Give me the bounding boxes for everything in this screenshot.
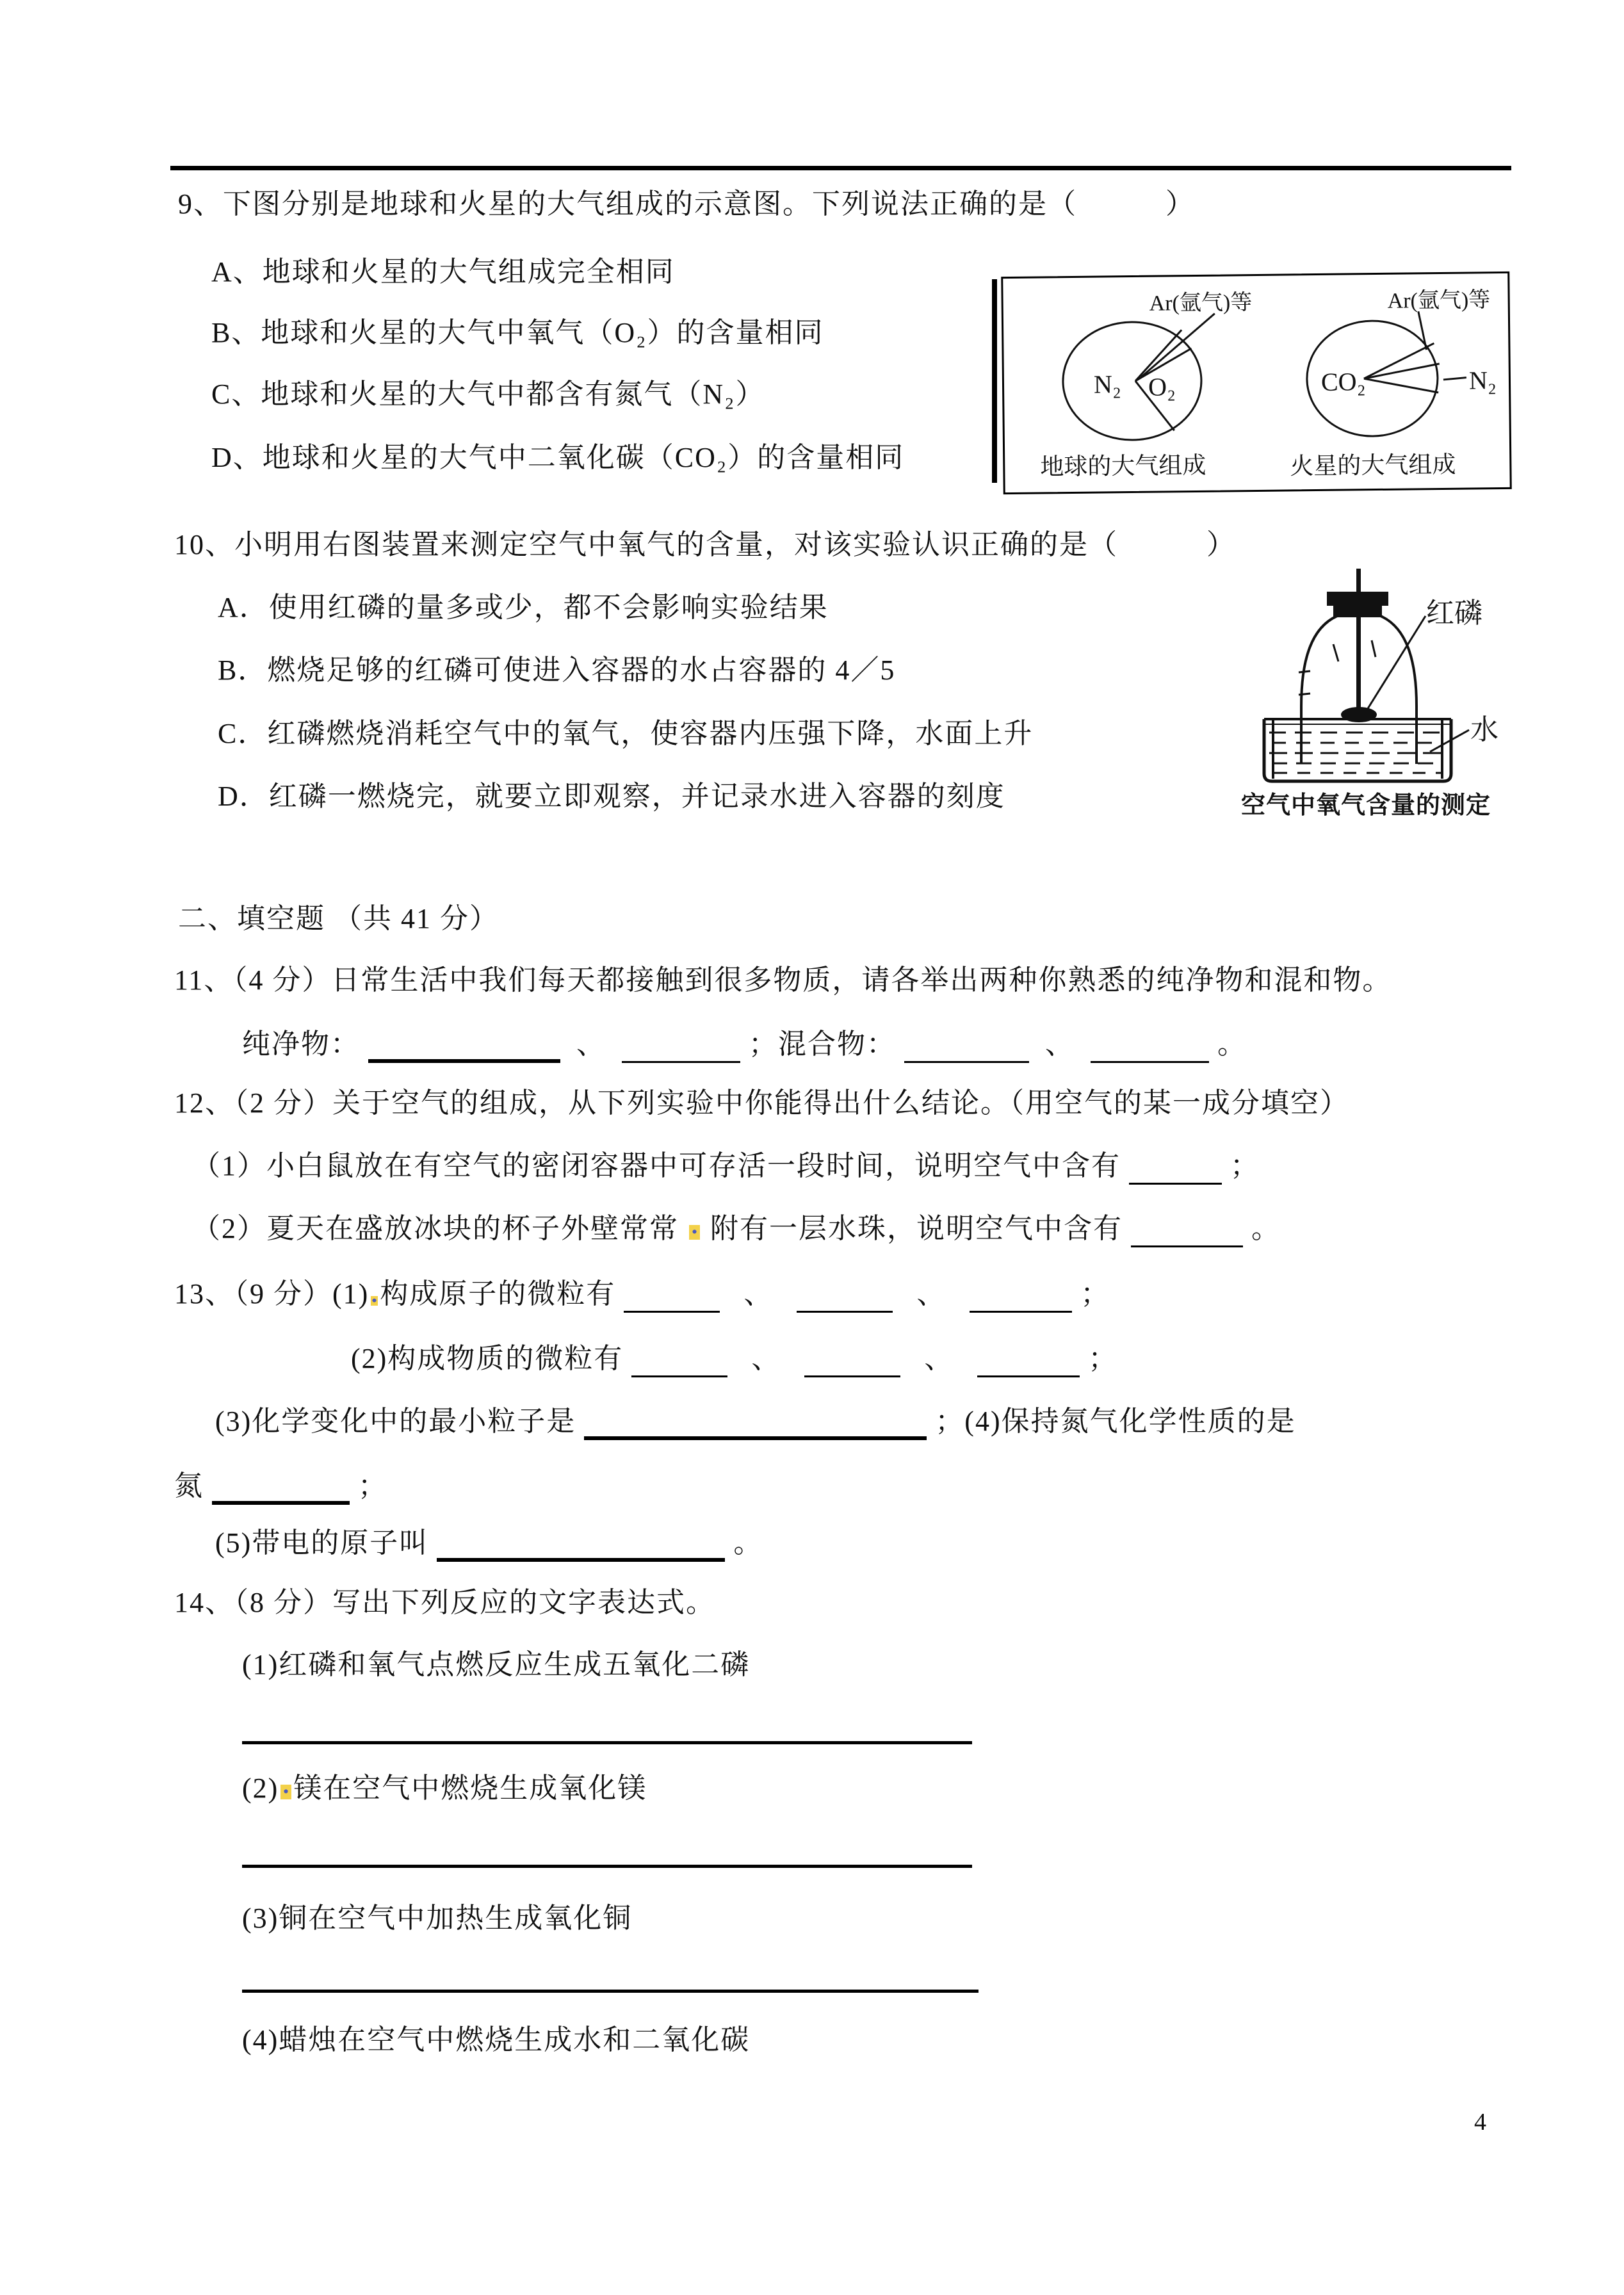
- q11-blank-4: [1091, 1033, 1209, 1063]
- q14-title: 14、（8 分）写出下列反应的文字表达式。: [174, 1587, 715, 1618]
- q10-title: 10、小明用右图装置来测定空气中氧气的含量，对该实验认识正确的是（ ）: [174, 529, 1236, 560]
- q11-separator-2: 、: [1045, 1028, 1075, 1060]
- mars-co2-label: CO₂: [1320, 367, 1366, 396]
- water-label: 水: [1470, 714, 1498, 745]
- q13-blank-1a: [624, 1283, 720, 1313]
- q10-option-d: D．红磷一燃烧完，就要立即观察，并记录水进入容器的刻度: [218, 781, 1005, 812]
- q13-item-5: [215, 1525, 763, 1562]
- q9-figure: [1001, 272, 1512, 494]
- q13-item-4-cont: [174, 1468, 387, 1505]
- q13-semi: ；: [1080, 1278, 1110, 1310]
- section2-title: 二、填空题 （共 41 分）: [178, 903, 499, 934]
- q14-item2-text: 镁在空气中燃烧生成氧化镁: [293, 1772, 647, 1804]
- q13-sep: 、: [743, 1278, 774, 1310]
- q13-semi: ；: [358, 1470, 387, 1502]
- q11-blank-1: [368, 1031, 560, 1063]
- atmosphere-pie-diagram: [1003, 273, 1509, 492]
- q9-option-b: B、地球和火星的大气中氧气（O₂）的含量相同: [211, 317, 824, 348]
- mars-ar-label: Ar(氩气)等: [1387, 288, 1491, 313]
- q13-blank-2a: [631, 1347, 727, 1377]
- q10-option-c: C．红磷燃烧消耗空气中的氧气，使容器内压强下降，水面上升: [218, 718, 1034, 749]
- q11-blank-line: [242, 1026, 1247, 1063]
- q13-blank-5: [437, 1530, 725, 1562]
- q9-option-d: D、地球和火星的大气中二氧化碳（CO₂）的含量相同: [211, 442, 905, 473]
- annotation-mark: [689, 1225, 700, 1240]
- q13-item3-text: (3)化学变化中的最小粒子是: [215, 1406, 576, 1437]
- q12-blank-2: [1131, 1217, 1243, 1247]
- q14-item-4: (4)蜡烛在空气中燃烧生成水和二氧化碳: [242, 2024, 751, 2056]
- q12-item2-text-b: 附有一层水珠，说明空气中含有: [710, 1213, 1123, 1244]
- q14-answer-line-2: [242, 1865, 972, 1868]
- apparatus-caption: 空气中氧气含量的测定: [1241, 792, 1491, 819]
- earth-caption: 地球的大气组成: [1040, 452, 1206, 481]
- q13-sep: 、: [916, 1278, 946, 1310]
- q14-item-1: (1)红磷和氧气点燃反应生成五氧化二磷: [242, 1649, 751, 1680]
- q14-item-3: (3)铜在空气中加热生成氧化铜: [242, 1902, 633, 1934]
- q13-item-1: [174, 1276, 1110, 1313]
- q13-sep: 、: [924, 1343, 954, 1374]
- q11-separator-1: 、: [576, 1028, 606, 1060]
- q9-option-c: C、地球和火星的大气中都含有氮气（N₂）: [211, 378, 765, 410]
- q13-blank-1c: [970, 1283, 1072, 1313]
- q13-item-2: [351, 1340, 1117, 1377]
- annotation-mark: [371, 1296, 378, 1306]
- q10-option-a: A．使用红磷的量多或少，都不会影响实验结果: [218, 592, 829, 623]
- q12-item2-end: 。: [1251, 1213, 1281, 1244]
- q13-semi: ；: [1088, 1343, 1118, 1374]
- q13-blank-2b: [804, 1347, 900, 1377]
- q14-answer-line-1: [242, 1741, 972, 1744]
- q11-blank-2: [622, 1033, 740, 1063]
- annotation-mark: [280, 1785, 291, 1799]
- q13-number: 13、（9 分）(1): [174, 1278, 369, 1310]
- q12-item2-text-a: （2）夏天在盛放冰块的杯子外壁常常: [192, 1213, 679, 1244]
- q10-figure: [1236, 562, 1569, 839]
- q13-item5-text: (5)带电的原子叫: [215, 1527, 429, 1559]
- q9-title: 9、下图分别是地球和火星的大气组成的示意图。下列说法正确的是（ ）: [178, 188, 1195, 220]
- q12-title: 12、（2 分）关于空气的组成，从下列实验中你能得出什么结论。（用空气的某一成分填空）: [174, 1087, 1349, 1119]
- q13-item4-text: ；(4)保持氮气化学性质的是: [935, 1406, 1296, 1437]
- q13-blank-2c: [977, 1347, 1080, 1377]
- page-number: 4: [1474, 2109, 1486, 2136]
- q12-item-1: [192, 1148, 1260, 1185]
- q13-item1-text: 构成原子的微粒有: [380, 1278, 616, 1310]
- oxygen-apparatus-diagram: [1236, 562, 1569, 839]
- header-rule: [170, 166, 1511, 170]
- phosphorus-label: 红磷: [1426, 597, 1482, 629]
- mars-n2-label: N₂: [1468, 366, 1497, 395]
- earth-o2-label: O₂: [1148, 372, 1176, 401]
- q12-item-2: [192, 1210, 1281, 1247]
- q9-option-a: A、地球和火星的大气组成完全相同: [211, 256, 675, 288]
- q11-pure-label: 纯净物：: [242, 1028, 360, 1060]
- q14-answer-line-3: [242, 1990, 978, 1993]
- q10-option-b: B．燃烧足够的红磷可使进入容器的水占容器的 4／5: [218, 654, 896, 686]
- q13-blank-4: [212, 1473, 350, 1505]
- earth-ar-label: Ar(氩气)等: [1149, 291, 1253, 316]
- q11-title: 11、（4 分）日常生活中我们每天都接触到很多物质，请各举出两种你熟悉的纯净物和混和物。: [174, 964, 1392, 996]
- q14-item2-number: (2): [242, 1772, 279, 1804]
- q13-period: 。: [733, 1527, 763, 1559]
- q12-item1-end: ；: [1230, 1150, 1260, 1181]
- q11-mixture-label: ；混合物：: [749, 1028, 896, 1060]
- earth-n2-label: N₂: [1093, 369, 1122, 399]
- q12-item1-text: （1）小白鼠放在有空气的密闭容器中可存活一段时间，说明空气中含有: [192, 1150, 1121, 1181]
- q9-figure-left-bar: [992, 279, 997, 483]
- q13-item2-text: (2)构成物质的微粒有: [351, 1343, 624, 1374]
- mars-caption: 火星的大气组成: [1290, 451, 1456, 480]
- q14-item-2: [242, 1770, 647, 1807]
- q13-item-3-4: [215, 1403, 1296, 1440]
- q11-blank-3: [904, 1033, 1029, 1063]
- q13-blank-3: [584, 1408, 927, 1440]
- q11-period: 。: [1217, 1028, 1247, 1060]
- q13-nitrogen-char: 氮: [174, 1470, 204, 1502]
- q12-blank-1: [1129, 1155, 1222, 1185]
- q13-blank-1b: [797, 1283, 893, 1313]
- q13-sep: 、: [751, 1343, 781, 1374]
